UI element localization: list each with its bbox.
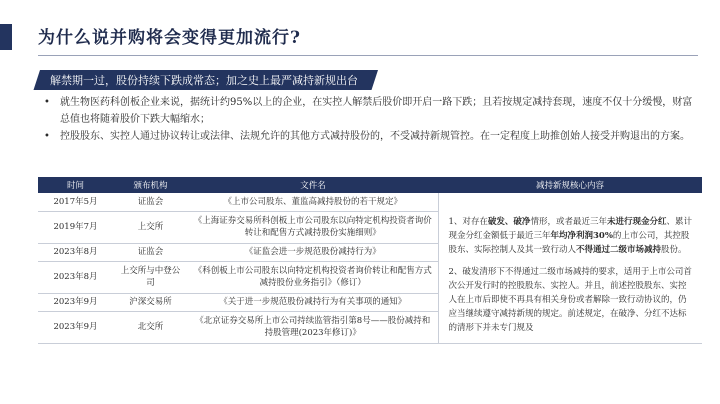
column-header-core: 减持新规核心内容: [438, 177, 702, 193]
cell-doc: 《证监会进一步规范股份减持行为》: [188, 243, 438, 261]
cell-doc: 《北京证券交易所上市公司持续监管指引第8号——股份减持和持股管理(2023年修订)》: [188, 311, 438, 343]
bullet-text: 控股股东、实控人通过协议转让或法律、法规允许的其他方式减持股份的，不受减持新规管控。在一定程度上助推创始人接受并购退出的方案。: [60, 131, 690, 142]
bullet-text: 就生物医药科创板企业来说，据统计约95%以上的企业，在实控人解禁后股价即开启一路下跌；且若按规定减持套现，速度不仅十分缓慢，财富总值也将随着股价下跌大幅缩水；: [60, 97, 693, 125]
cell-doc: 《关于进一步规范股份减持行为有关事项的通知》: [188, 293, 438, 311]
cell-date: 2017年5月: [38, 193, 113, 211]
bullet-dot-icon: •: [44, 131, 50, 142]
core-content-cell: [438, 193, 702, 343]
cell-org: 上交所与中登公司: [113, 261, 188, 293]
header-divider: [38, 55, 698, 56]
cell-doc: 《上市公司股东、董监高减持股份的若干规定》: [188, 193, 438, 211]
bullet-item: [38, 94, 702, 128]
banner-text: 解禁期一过，股份持续下跌成常态；加之史上最严减持新规出台: [50, 74, 358, 87]
table-header-row: [38, 177, 702, 193]
cell-doc: 《科创板上市公司股东以向特定机构投资者询价转让和配售方式减持股份业务指引》（修订）: [188, 261, 438, 293]
cell-org: 上交所: [113, 211, 188, 243]
cell-date: 2023年8月: [38, 261, 113, 293]
cell-date: 2023年8月: [38, 243, 113, 261]
cell-date: 2023年9月: [38, 293, 113, 311]
cell-date: 2019年7月: [38, 211, 113, 243]
core-point-1: 1、对存在破发、破净情形，或者最近三年未进行现金分红、累计现金分红金额低于最近三年年均净利润30%的上市公司，其控股股东、实际控制人及其一致行动人不得通过二级市场减持股份。: [448, 217, 692, 255]
bullet-item: [38, 128, 702, 145]
column-header-date: 时间: [38, 177, 113, 193]
cell-date: 2023年9月: [38, 311, 113, 343]
column-header-doc: 文件名: [188, 177, 438, 193]
column-header-org: 颁布机构: [113, 177, 188, 193]
header-accent-bar: [0, 24, 12, 50]
table-row: [38, 193, 702, 211]
cell-org: 证监会: [113, 193, 188, 211]
cell-org: 北交所: [113, 311, 188, 343]
page-title: 为什么说并购将会变得更加流行?: [38, 28, 301, 48]
cell-org: 证监会: [113, 243, 188, 261]
cell-doc: 《上海证券交易所科创板上市公司股东以向特定机构投资者询价转让和配售方式减持股份实施细则》: [188, 211, 438, 243]
core-point-2: 2、破发清形下不得通过二级市场减持的要求，适用于上市公司首次公开发行时的控股股东、实控人。并且，前述控股股东、实控人在上市后即使不再具有相关身份或者解除一致行动协议的，仍应当继续遵守减持新规的规定。前述规定，在破净、分红不达标的清形下并未专门规及: [448, 267, 692, 333]
regulation-table: [38, 177, 702, 344]
bullet-list: [38, 94, 702, 145]
cell-org: 沪深交易所: [113, 293, 188, 311]
bullet-dot-icon: •: [44, 97, 50, 108]
